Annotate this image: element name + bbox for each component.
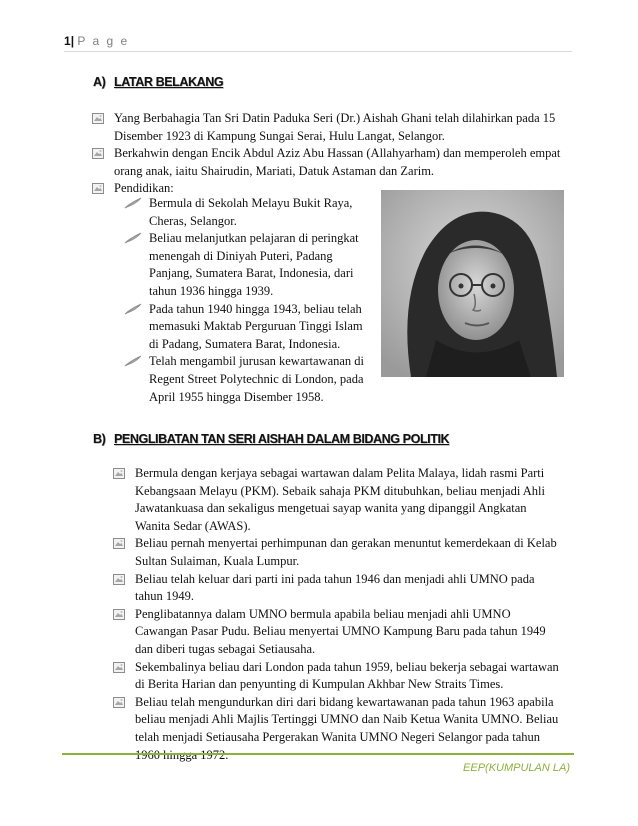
list-item: [124, 230, 374, 300]
section-a-label: A): [93, 75, 106, 89]
list-item-text: Beliau telah mengundurkan diri dari bidang kewartawanan pada tahun 1963 apabila beliau menjadi Ahli Majlis Tertinggi UMNO dan Naib Ketua Wanita UMNO. Beliau telah menjadi Setiausaha Pergerakan Wanita UMNO Negeri Selangor pada tahun: [135, 694, 559, 744]
list-item-text: Bermula dengan kerjaya sebagai wartawan dalam Pelita Malaya, lidah rasmi Parti Kebangsaan Melayu (PKM). Sebaik sahaja PKM ditubuhkan, beliau menjadi Ahli Jawatankuasa dan sekaligus mengetuai sayap wanita yang dipanggil Angkatan Wanita Sedar (AWAS).: [135, 466, 545, 533]
section-b-list: [113, 465, 564, 764]
page-number: 1: [64, 34, 71, 48]
list-item: [92, 110, 562, 145]
picture-bullet-icon: [92, 148, 104, 159]
section-b-title: PENGLIBATAN TAN SERI AISHAH DALAM BIDANG POLITIK: [114, 432, 450, 446]
list-item-text: Telah mengambil jurusan kewartawanan di Regent Street Polytechnic di London, pada April 1955 hingga Disember 1958.: [149, 354, 365, 404]
list-item-text: Berkahwin dengan Encik Abdul Aziz Abu Hassan (Allahyarham) dan memperoleh empat orang anak, iaitu Shairudin, Mariati, Datuk Astaman dan Zarim.: [114, 146, 561, 178]
feather-quill-icon: [124, 232, 142, 244]
list-item: [113, 571, 564, 606]
list-item-text: Bermula di Sekolah Melayu Bukit Raya, Cheras, Selangor.: [149, 196, 353, 228]
list-item: [124, 353, 374, 406]
header-separator: |: [70, 34, 75, 48]
section-a-heading: [93, 75, 223, 89]
section-a-list: [92, 110, 562, 198]
list-item-text: Yang Berbahagia Tan Sri Datin Paduka Seri (Dr.) Aishah Ghani telah dilahirkan pada 15 Disember 1923 di Kampung Sungai Serai, Hulu Langat, Selangor.: [114, 111, 556, 143]
section-b-label: B): [93, 432, 106, 446]
picture-bullet-icon: [113, 697, 125, 708]
feather-quill-icon: [124, 355, 142, 367]
list-item: [113, 606, 564, 659]
portrait-photo: [381, 190, 564, 377]
picture-bullet-icon: [92, 183, 104, 194]
list-item-text: Sekembalinya beliau dari London pada tahun 1959, beliau bekerja sebagai wartawan di Berita Harian dan penyunting di Kumpulan Akhbar New Straits Times.: [135, 659, 559, 692]
header-divider: [64, 51, 572, 52]
list-item: [124, 301, 374, 354]
footer-divider: [62, 753, 574, 755]
picture-bullet-icon: [113, 468, 125, 479]
education-list: [124, 195, 374, 406]
section-b-heading: [93, 432, 449, 446]
section-a-title: LATAR BELAKANG: [114, 75, 224, 89]
list-item-text: Penglibatannya dalam UMNO bermula apabila beliau menjadi ahli UMNO Cawangan Pasar Pudu. Beliau menyertai UMNO Kampung Baru pada tahun 1949 dan diberi tugas sebagai Setiausaha.: [135, 606, 546, 656]
picture-bullet-icon: [113, 574, 125, 585]
footer-text: EEP(KUMPULAN LA): [463, 762, 570, 774]
picture-bullet-icon: [113, 609, 125, 620]
list-item: [113, 659, 564, 694]
feather-quill-icon: [124, 197, 142, 209]
list-item: [124, 195, 374, 230]
list-item-text: Beliau pernah menyertai perhimpunan dan gerakan menuntut kemerdekaan di Kelab Sultan Sulaiman, Kuala Lumpur.: [135, 536, 557, 568]
page-word: P a g e: [77, 34, 130, 48]
list-item: [92, 145, 562, 180]
list-item-text: Beliau melanjutkan pelajaran di peringkat menengah di Diniyah Puteri, Padang Panjang, Sumatera Barat, Indonesia, dari tahun 1936 hingga 1939.: [149, 231, 359, 298]
picture-bullet-icon: [113, 538, 125, 549]
page-header: [64, 34, 572, 48]
list-item-text: Pada tahun 1940 hingga 1943, beliau telah memasuki Maktab Perguruan Tinggi Islam di Padang, Sumatera Barat, Indonesia.: [149, 301, 363, 351]
list-item-text: Pendidikan:: [114, 181, 174, 196]
list-item-text: Beliau telah keluar dari parti ini pada tahun 1946 dan menjadi ahli UMNO pada tahun 1949.: [135, 571, 535, 604]
picture-bullet-icon: [113, 662, 125, 673]
picture-bullet-icon: [92, 113, 104, 124]
list-item: [113, 535, 564, 570]
list-item: [113, 465, 564, 535]
feather-quill-icon: [124, 303, 142, 315]
